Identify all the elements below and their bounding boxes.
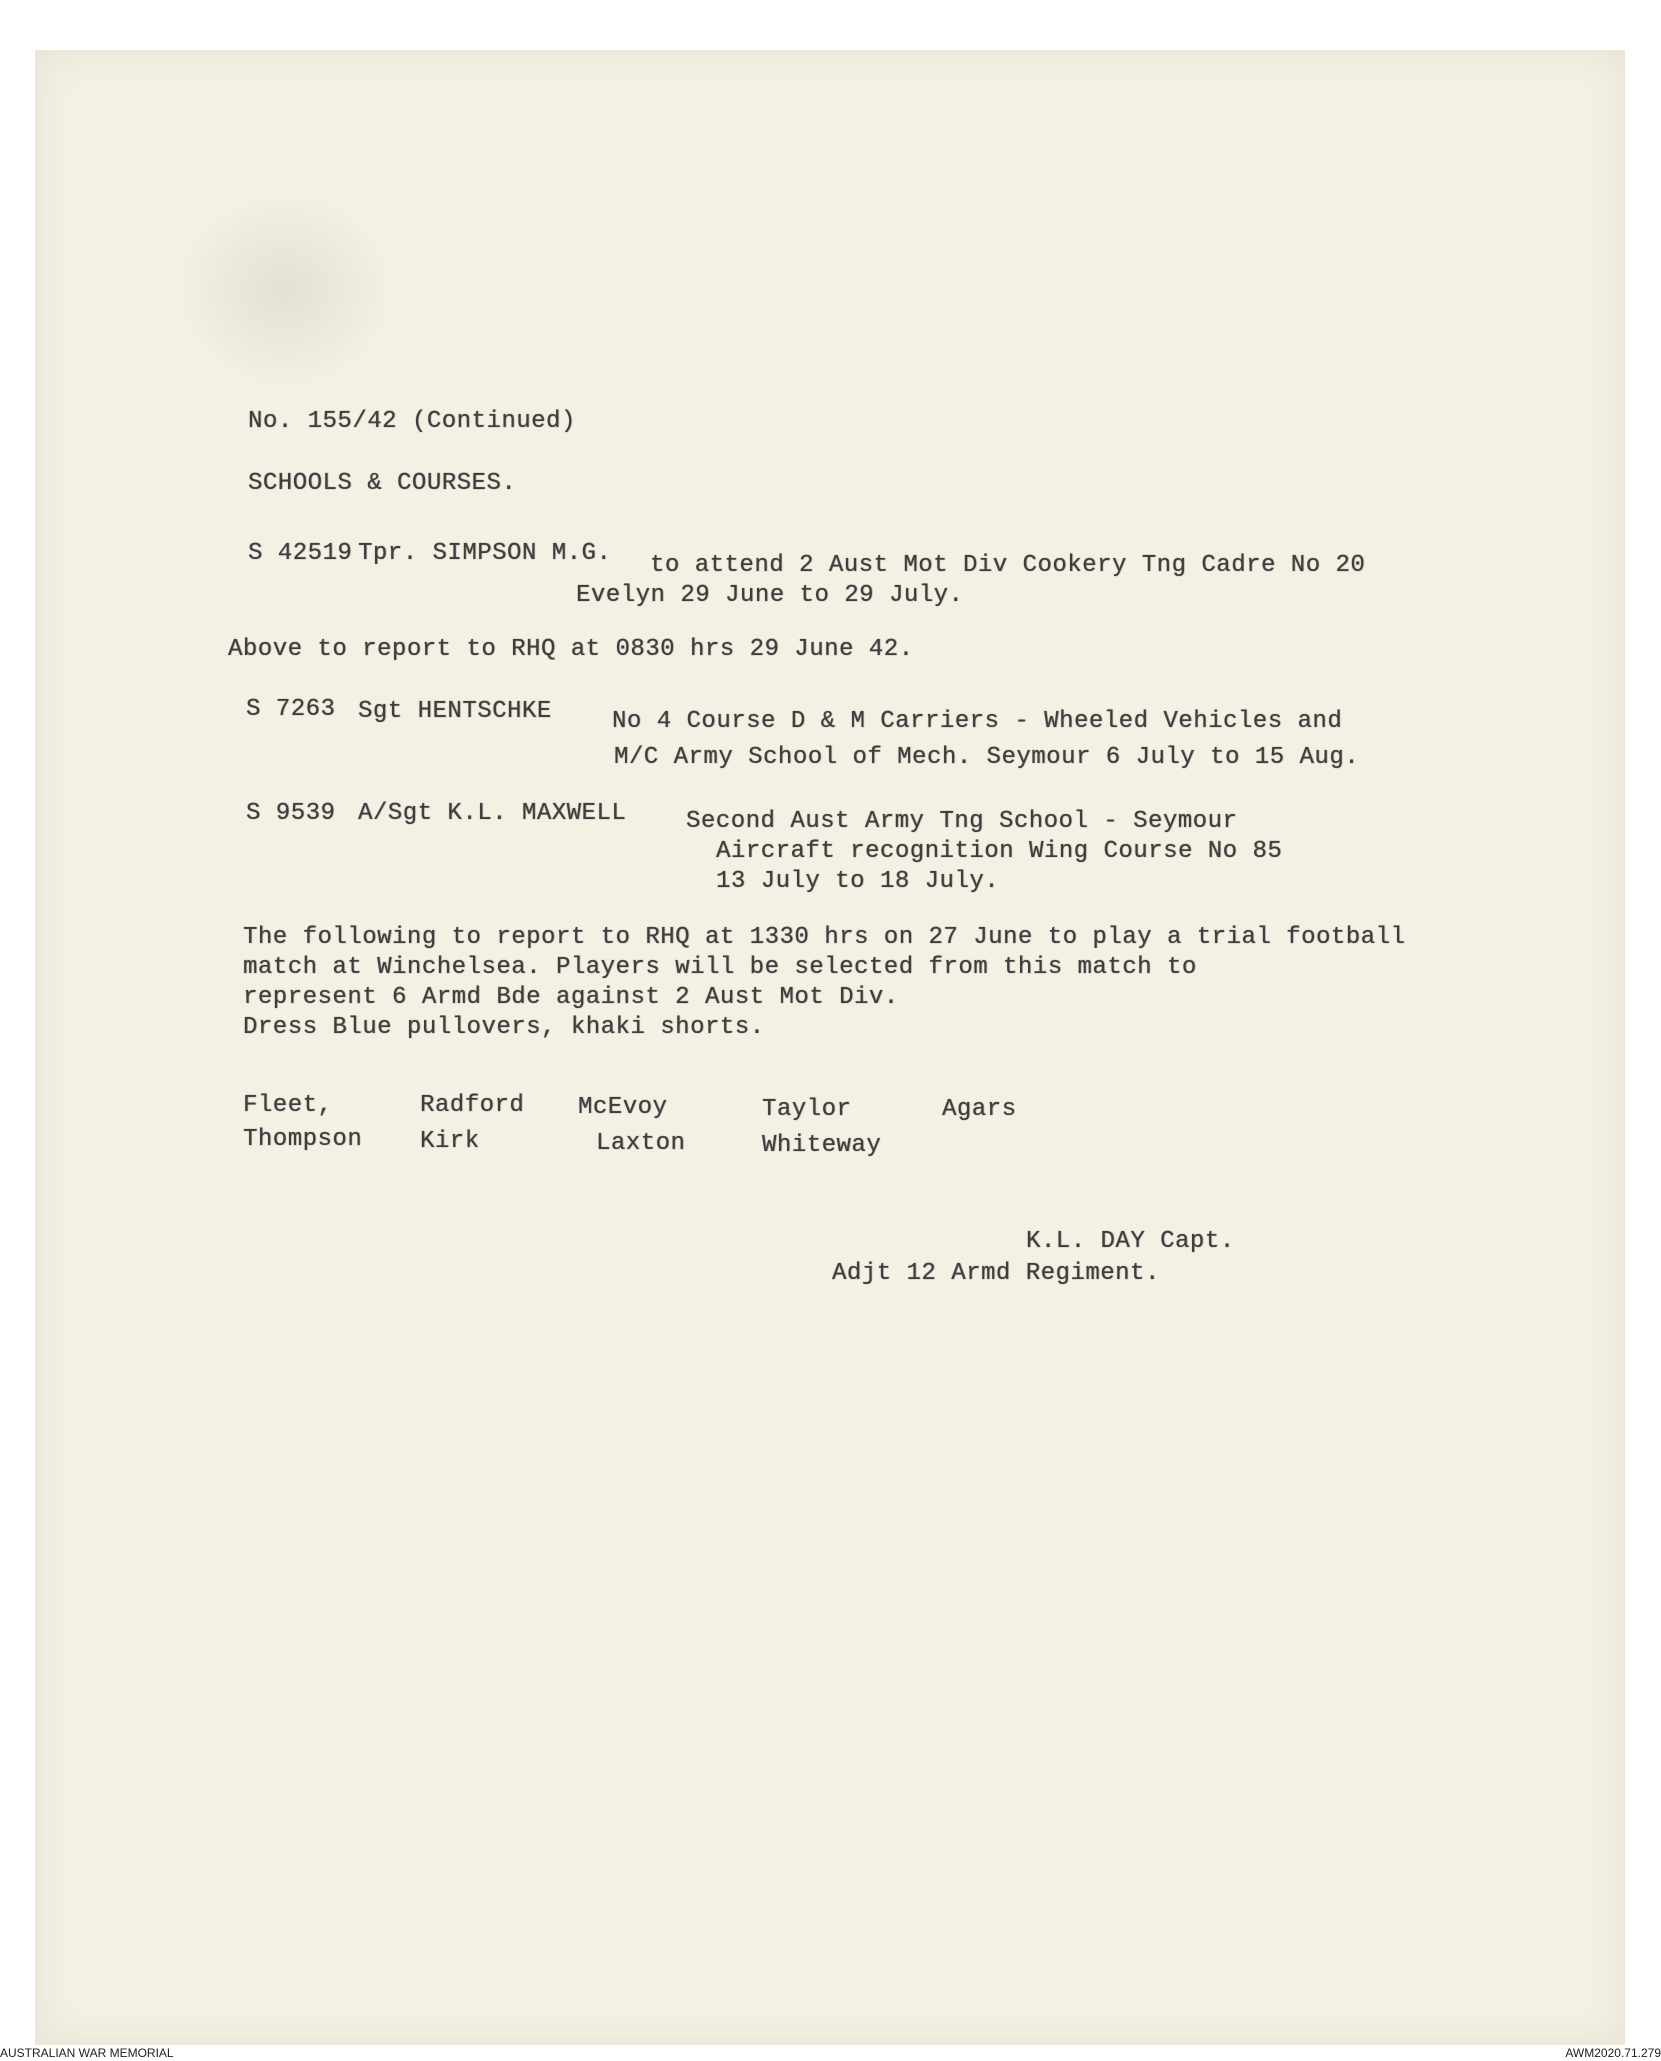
player-name: Fleet,: [243, 1092, 333, 1119]
section-heading: SCHOOLS & COURSES.: [248, 470, 517, 497]
entry-1-number: S 42519: [248, 540, 353, 567]
entry-3-number: S 9539: [246, 800, 336, 827]
notice-line-4: Dress Blue pullovers, khaki shorts.: [243, 1014, 765, 1041]
entry-report-line: Above to report to RHQ at 0830 hrs 29 June 42.: [228, 636, 914, 663]
notice-line-2: match at Winchelsea. Players will be selected from this match to: [243, 954, 1197, 981]
player-name: Agars: [942, 1096, 1017, 1123]
player-name: Radford: [420, 1092, 525, 1119]
entry-3-rank-name: A/Sgt K.L. MAXWELL: [358, 800, 627, 827]
entry-2-line2: M/C Army School of Mech. Seymour 6 July to 15 Aug.: [614, 744, 1360, 771]
entry-3-text: Second Aust Army Tng School - Seymour: [686, 808, 1238, 835]
notice-line-1: The following to report to RHQ at 1330 hrs on 27 June to play a trial football: [243, 924, 1406, 951]
footer-source: AUSTRALIAN WAR MEMORIAL: [0, 2046, 174, 2060]
entry-2-rank-name: Sgt HENTSCHKE: [358, 698, 552, 725]
entry-2-number: S 7263: [246, 696, 336, 723]
entry-3-line3: 13 July to 18 July.: [716, 868, 1000, 895]
document-reference: No. 155/42 (Continued): [248, 408, 576, 435]
document-page: [35, 50, 1625, 2045]
player-name: Laxton: [596, 1130, 686, 1157]
entry-1-rank-name: Tpr. SIMPSON M.G.: [358, 540, 612, 567]
signature-name: K.L. DAY Capt.: [1026, 1228, 1235, 1255]
entry-1-line2: Evelyn 29 June to 29 July.: [576, 582, 964, 609]
signature-title: Adjt 12 Armd Regiment.: [832, 1260, 1160, 1287]
player-name: Taylor: [762, 1096, 852, 1123]
player-name: Kirk: [420, 1128, 480, 1155]
notice-line-3: represent 6 Armd Bde against 2 Aust Mot Div.: [243, 984, 899, 1011]
player-name: McEvoy: [578, 1094, 668, 1121]
entry-3-line2: Aircraft recognition Wing Course No 85: [716, 838, 1283, 865]
player-name: Thompson: [243, 1126, 363, 1153]
entry-1-text: to attend 2 Aust Mot Div Cookery Tng Cadre No 20: [650, 552, 1366, 579]
footer-catalogue-number: AWM2020.71.279: [1565, 2046, 1661, 2060]
entry-2-text: No 4 Course D & M Carriers - Wheeled Vehicles and: [612, 708, 1343, 735]
bleed-through-stain: [175, 190, 395, 390]
player-name: Whiteway: [762, 1132, 882, 1159]
